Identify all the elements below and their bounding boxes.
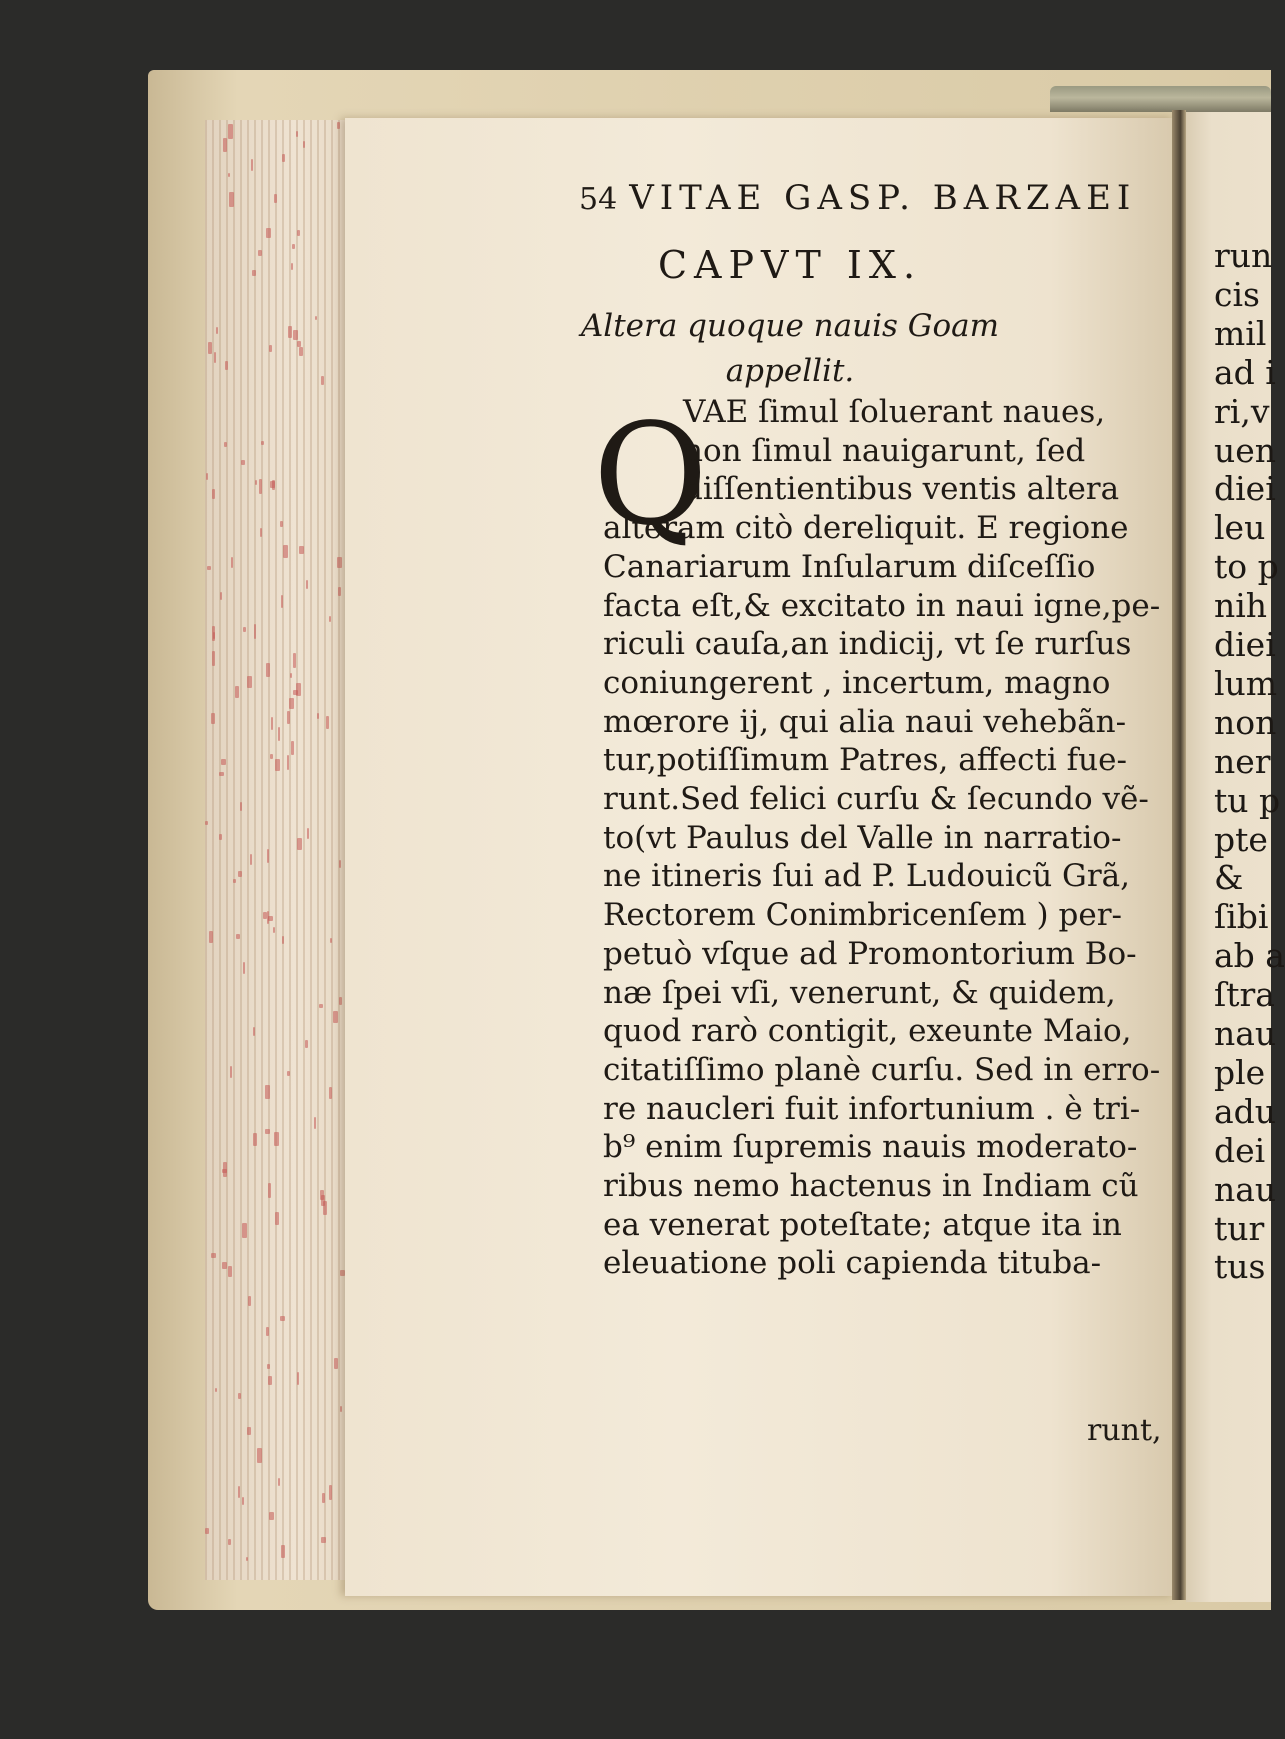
body-line: diſſentientibus ventis altera	[683, 471, 1120, 508]
edge-speck	[266, 228, 271, 238]
running-title: VITAE GASP. BARZAEI	[629, 178, 1137, 218]
edge-speck	[266, 1327, 269, 1336]
edge-speck	[291, 263, 293, 270]
body-line: riculi cauſa,an indicij, vt ſe rurſus	[603, 626, 1132, 663]
edge-speck	[281, 595, 283, 608]
facing-line-fragment: run	[1214, 236, 1273, 275]
edge-speck	[269, 345, 272, 352]
edge-speck	[321, 1195, 325, 1206]
edge-speck	[290, 673, 292, 678]
edge-speck	[214, 352, 216, 363]
facing-line-fragment: ſtra	[1214, 975, 1275, 1015]
facing-line-fragment: ſibi	[1214, 897, 1269, 937]
edge-speck	[297, 341, 301, 347]
subtitle-line: Altera quoque nauis Goam	[580, 308, 1000, 344]
edge-speck	[303, 141, 305, 148]
facing-line-fragment: tus	[1214, 1247, 1266, 1287]
edge-speck	[211, 713, 215, 724]
edge-speck	[250, 854, 252, 865]
edge-speck	[297, 1372, 299, 1385]
body-line: alteram citò dereliquit. E regione	[603, 510, 1129, 547]
edge-speck	[307, 828, 309, 839]
edge-speck	[297, 230, 300, 236]
edge-speck	[293, 653, 296, 668]
edge-speck	[205, 821, 208, 825]
edge-speck	[278, 727, 280, 741]
chapter-subtitle	[345, 304, 1175, 394]
page-text	[345, 118, 1175, 1596]
body-line: eleuatione poli capienda tituba-	[603, 1245, 1102, 1282]
facing-line-fragment: lum	[1214, 663, 1278, 703]
edge-speck	[299, 347, 303, 356]
edge-speck	[275, 1212, 279, 1225]
facing-line-fragment: cis	[1214, 274, 1260, 314]
edge-speck	[270, 481, 275, 488]
edge-speck	[205, 1528, 209, 1534]
edge-speck	[339, 860, 341, 868]
edge-speck	[333, 1011, 338, 1023]
facing-line-fragment: non	[1214, 702, 1277, 742]
edge-speck	[268, 1183, 271, 1198]
edge-speck	[259, 479, 262, 494]
page-block-edge	[205, 120, 355, 1580]
body-line: quod rarò contigit, exeunte Maio,	[603, 1013, 1132, 1050]
edge-speck	[293, 690, 298, 695]
edge-speck	[230, 1066, 232, 1078]
edge-speck	[236, 934, 240, 939]
edge-speck	[267, 849, 269, 863]
running-head	[579, 178, 1139, 218]
subtitle-line: appellit.	[725, 353, 855, 389]
body-line: citatiſſimo planè curſu. Sed in erro-	[603, 1051, 1161, 1088]
edge-speck	[253, 1027, 255, 1036]
body-line: b⁹ enim ſupremis nauis moderato-	[603, 1129, 1138, 1166]
body-line: mœrore ij, qui alia naui vehebãn-	[603, 703, 1127, 740]
facing-line-fragment: ri,v	[1214, 391, 1270, 431]
edge-speck	[281, 1545, 285, 1558]
edge-speck	[219, 772, 224, 776]
edge-speck	[306, 580, 308, 589]
edge-speck	[287, 1071, 290, 1076]
edge-speck	[330, 938, 332, 943]
edge-speck	[231, 557, 233, 568]
edge-speck	[273, 927, 275, 933]
facing-line-fragment: to p	[1214, 547, 1279, 587]
edge-speck	[212, 651, 215, 666]
edge-speck	[337, 122, 340, 129]
edge-speck	[229, 192, 234, 207]
edge-speck	[319, 1004, 323, 1008]
edge-speck	[329, 1087, 332, 1099]
edge-speck	[209, 931, 213, 943]
edge-speck	[299, 546, 304, 554]
edge-speck	[289, 698, 294, 709]
edge-speck	[212, 489, 215, 499]
facing-page	[1186, 112, 1285, 1602]
catchword: runt,	[1087, 1413, 1162, 1448]
edge-speck	[271, 717, 273, 730]
edge-speck	[334, 1358, 338, 1369]
body-line: tur,potiſſimum Patres, affecti fue-	[603, 742, 1127, 779]
chapter-heading: CAPVT IX.	[657, 243, 923, 287]
edge-speck	[305, 1040, 308, 1048]
edge-speck	[212, 626, 215, 641]
edge-speck	[247, 1427, 251, 1435]
body-line: runt.Sed felici curſu & ſecundo vẽ-	[603, 781, 1149, 817]
body-line: petuò vſque ad Promontorium Bo-	[603, 935, 1137, 972]
edge-speck	[314, 1117, 316, 1129]
body-line: næ ſpei vſi, venerunt, & quidem,	[603, 974, 1116, 1011]
edge-speck	[238, 1486, 240, 1498]
facing-line-fragment: nih	[1214, 586, 1268, 626]
facing-line-fragment: diei	[1214, 469, 1276, 509]
edge-speck	[242, 1497, 244, 1505]
edge-speck	[225, 361, 228, 370]
edge-speck	[228, 124, 233, 139]
edge-speck	[254, 624, 256, 639]
edge-speck	[247, 676, 252, 688]
edge-speck	[326, 716, 329, 729]
edge-speck	[206, 473, 208, 480]
edge-speck	[274, 1132, 279, 1146]
edge-speck	[278, 1478, 280, 1486]
body-line: re naucleri fuit infortunium . è tri-	[603, 1090, 1141, 1127]
edge-speck	[246, 1557, 248, 1561]
body-line: ea venerat poteſtate; atque ita in	[603, 1206, 1122, 1243]
facing-line-fragment: tu p	[1214, 780, 1281, 820]
edge-speck	[297, 838, 302, 850]
edge-speck	[257, 1448, 262, 1463]
body-line: coniungerent , incertum, magno	[603, 664, 1111, 701]
edge-speck	[240, 802, 242, 811]
edge-speck	[219, 834, 222, 840]
edge-speck	[222, 1262, 227, 1269]
edge-speck	[296, 131, 298, 137]
edge-speck	[224, 442, 227, 447]
edge-speck	[266, 663, 270, 677]
edge-speck	[274, 194, 277, 203]
edge-speck	[228, 1266, 232, 1277]
edge-speck	[216, 327, 218, 334]
edge-speck	[221, 759, 226, 765]
facing-line-fragment: leu	[1214, 508, 1266, 548]
edge-speck	[235, 686, 239, 698]
edge-speck	[315, 316, 317, 320]
facing-line-fragment: diei	[1214, 625, 1276, 664]
edge-speck	[329, 1485, 332, 1500]
facing-line-fragment: &	[1214, 858, 1244, 898]
body-line: non ſimul nauigarunt, ſed	[683, 432, 1086, 469]
page-number: 54	[579, 182, 618, 217]
edge-speck	[283, 545, 288, 558]
edge-speck	[260, 528, 262, 537]
edge-speck	[292, 244, 295, 249]
edge-speck	[251, 159, 253, 171]
edge-speck	[215, 1388, 217, 1392]
edge-speck	[291, 741, 294, 755]
facing-line-fragment: ab a	[1214, 936, 1285, 976]
edge-speck	[223, 138, 227, 152]
edge-speck	[287, 711, 290, 724]
edge-speck	[275, 759, 280, 771]
edge-speck	[337, 557, 342, 568]
body-line: to(vt Paulus del Valle in narratio-	[603, 819, 1122, 856]
body-line: ne itineris ſui ad P. Ludouicũ Grã,	[603, 858, 1130, 895]
edge-speck	[270, 754, 273, 759]
edge-speck	[265, 1129, 270, 1134]
edge-speck	[269, 1512, 274, 1520]
facing-line-fragment: mil	[1214, 313, 1267, 353]
edge-speck	[261, 441, 264, 445]
facing-line-fragment: ad i	[1214, 352, 1276, 392]
edge-speck	[207, 566, 211, 570]
facing-line-fragment: tur	[1214, 1208, 1265, 1248]
binding-thread	[1050, 86, 1271, 112]
edge-speck	[280, 521, 283, 527]
edge-speck	[338, 587, 341, 596]
drop-cap: Q	[593, 394, 708, 557]
body-line: Canariarum Inſularum diſceſſio	[603, 548, 1096, 585]
edge-speck	[293, 330, 298, 340]
edge-speck	[287, 755, 289, 770]
edge-speck	[282, 154, 285, 162]
edge-speck	[267, 911, 269, 924]
facing-line-fragment: dei	[1214, 1130, 1266, 1170]
edge-speck	[317, 713, 319, 719]
edge-speck	[242, 1223, 247, 1238]
edge-speck	[252, 270, 256, 276]
edge-speck	[228, 1539, 231, 1545]
edge-speck	[253, 1133, 257, 1146]
edge-speck	[321, 1537, 326, 1543]
edge-speck	[339, 997, 342, 1005]
edge-speck	[322, 1493, 325, 1503]
edge-speck	[228, 173, 230, 177]
body-line: ribus nemo hactenus in Indiam cũ	[603, 1168, 1139, 1204]
edge-speck	[233, 879, 236, 883]
facing-line-fragment: ple	[1214, 1052, 1266, 1092]
body-line: facta eſt,& excitato in naui igne,pe-	[603, 587, 1161, 624]
edge-speck	[223, 1162, 227, 1177]
body-line: Rectorem Conimbricenſem ) per-	[603, 897, 1122, 934]
edge-speck	[243, 962, 245, 974]
edge-speck	[329, 616, 331, 622]
edge-speck	[208, 342, 212, 354]
edge-speck	[241, 460, 245, 465]
facing-line-fragment: nau	[1214, 1169, 1277, 1209]
edge-speck	[211, 1253, 216, 1258]
edge-speck	[258, 250, 262, 256]
edge-speck	[243, 627, 246, 632]
facing-line-fragment: adu	[1214, 1091, 1277, 1131]
edge-speck	[220, 592, 222, 600]
edge-speck	[340, 1406, 342, 1412]
edge-speck	[321, 376, 324, 385]
edge-speck	[248, 1296, 251, 1306]
edge-speck	[267, 1364, 270, 1369]
body-line: VAE ſimul ſoluerant naues,	[683, 394, 1106, 430]
facing-line-fragment: pte	[1214, 819, 1268, 859]
facing-line-fragment: nau	[1214, 1014, 1277, 1053]
facing-line-fragment: uen	[1214, 430, 1277, 470]
edge-speck	[238, 1393, 241, 1399]
edge-speck	[255, 480, 257, 485]
edge-speck	[282, 936, 284, 944]
edge-speck	[268, 1376, 272, 1385]
facing-line-fragment: ner	[1214, 741, 1271, 781]
edge-speck	[288, 326, 292, 338]
edge-speck	[238, 871, 242, 877]
edge-speck	[280, 1316, 285, 1321]
edge-speck	[265, 1085, 270, 1099]
